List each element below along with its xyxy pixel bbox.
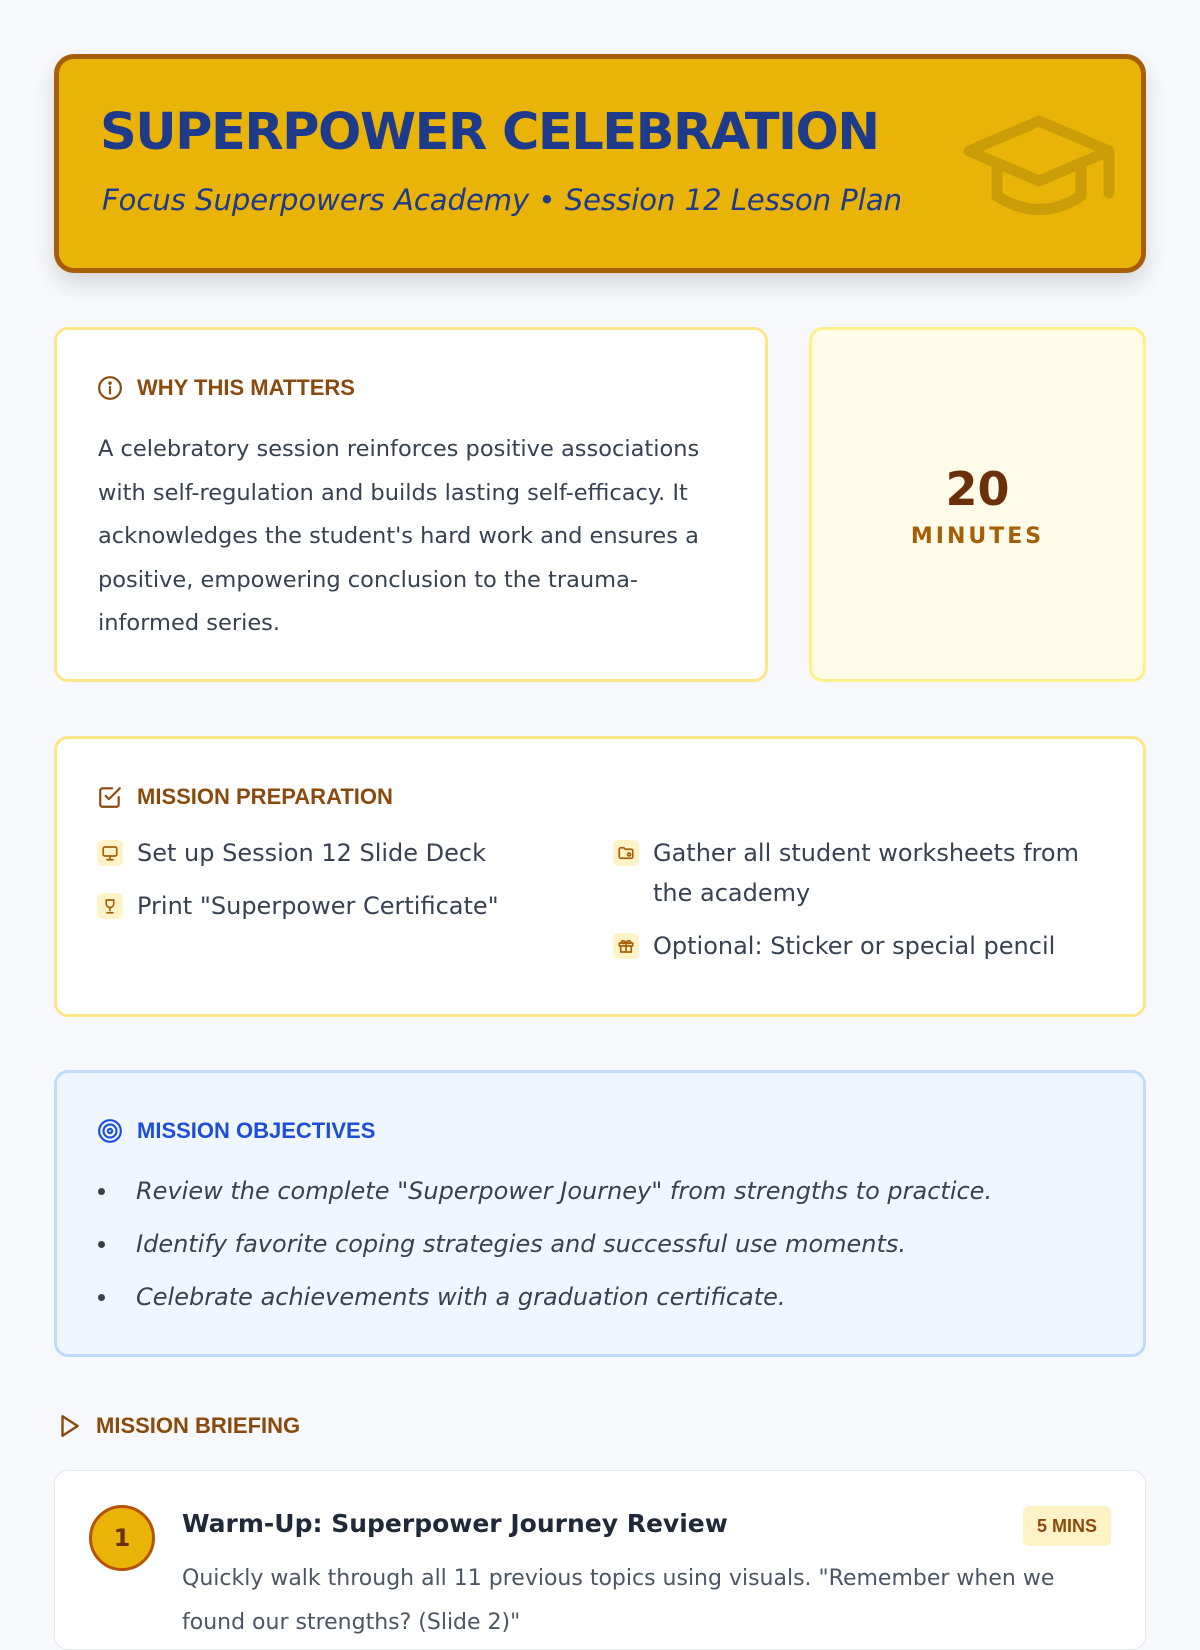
why-this-matters-card [54,327,768,682]
duration-value: 20 [945,462,1010,516]
checkbox-icon [97,784,123,810]
target-icon [97,1118,123,1144]
why-heading [97,375,355,401]
prep-item [613,926,1055,966]
briefing-heading [56,1413,300,1439]
step-number: 1 [89,1505,155,1571]
gift-icon [613,933,639,959]
info-icon [97,375,123,401]
monitor-icon [97,840,123,866]
step-duration-badge: 5 MINS [1023,1506,1111,1546]
page-subtitle: Focus Superpowers Academy • Session 12 Lesson Plan [102,183,902,217]
objectives-heading-label: MISSION OBJECTIVES [137,1118,376,1143]
duration-card [809,327,1146,682]
briefing-heading-label: MISSION BRIEFING [96,1413,301,1438]
preparation-heading [97,784,393,810]
step-description: Quickly walk through all 11 previous topics using visuals. "Remember when we found our strengths? (Slide 2)" [182,1566,1055,1635]
prep-item-text: Print "Superpower Certificate" [137,892,499,920]
prep-item [97,833,486,873]
trophy-icon [97,893,123,919]
objective-item: Celebrate achievements with a graduation certificate. [98,1277,992,1330]
graduation-cap-icon [959,111,1119,231]
mission-objectives-card [54,1070,1146,1357]
page-title: SUPERPOWER CELEBRATION [100,103,879,162]
prep-item-text: Gather all student worksheets from the academy [653,839,1079,907]
why-text: A celebratory session reinforces positive associations with self-regulation and builds lasting self-efficacy. It acknowledges the student's hard work and ensures a positive, empowering conclusion to the trauma-informed series. [98,436,700,636]
objectives-list [98,1171,992,1330]
prep-item-text: Optional: Sticker or special pencil [653,932,1056,960]
header-banner [54,54,1146,273]
objective-item: Identify favorite coping strategies and successful use moments. [98,1224,992,1277]
objective-item: Review the complete "Superpower Journey" from strengths to practice. [98,1171,992,1224]
duration-unit: MINUTES [910,524,1045,549]
play-icon [56,1413,82,1439]
step-title: Warm-Up: Superpower Journey Review [182,1509,728,1538]
mission-preparation-card [54,736,1146,1017]
briefing-step-card [54,1470,1146,1650]
folder-icon [613,840,639,866]
prep-item-text: Set up Session 12 Slide Deck [137,839,487,867]
why-heading-label: WHY THIS MATTERS [137,375,355,400]
prep-item [613,833,1103,913]
prep-item [97,886,499,926]
preparation-heading-label: MISSION PREPARATION [137,784,393,809]
objectives-heading [97,1118,375,1144]
